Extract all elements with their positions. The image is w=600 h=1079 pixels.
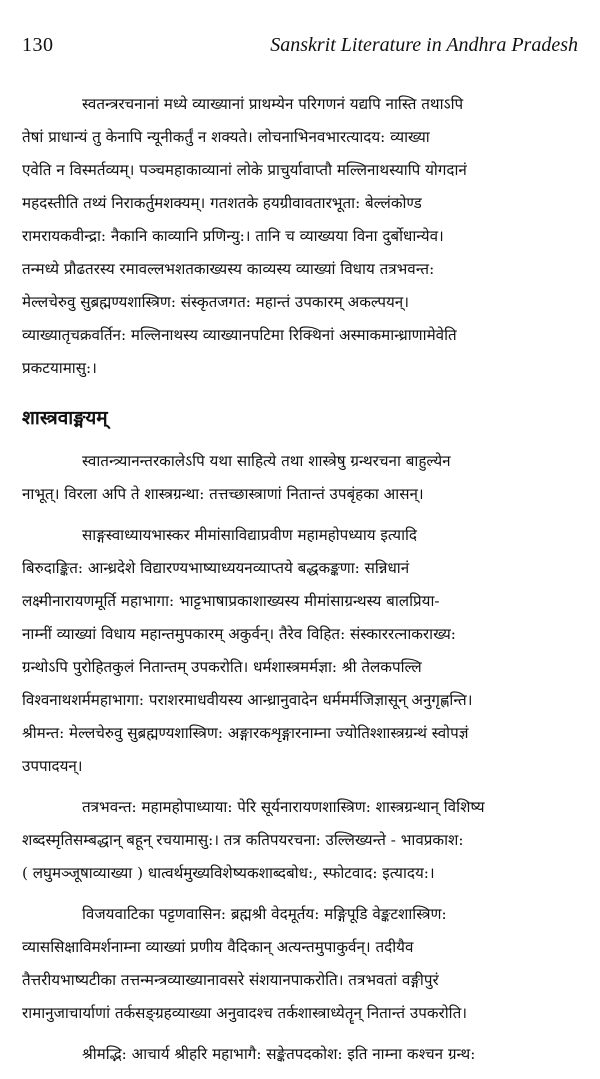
paragraph-gap: [22, 385, 586, 393]
text-line: नाभूत्। विरला अपि ते शास्त्रग्रन्था: तत्तच्छास्त्राणां नितान्तं उपबृंहका आसन्।: [22, 485, 424, 503]
text-line: तत्रभवन्त: महामहोपाध्याया: पेरि सूर्यनारायणशास्त्रिण: शास्त्रग्रन्थान् विशिष्य: [82, 798, 485, 816]
text-line: श्रीमन्त: मेल्लचेरुवु सुब्रह्मण्यशास्त्रिण: अङ्गारकशृङ्गारनाम्ना ज्योतिश्शास्त्रग्रन्थं स्वोपज्ञं: [22, 724, 469, 742]
text-line: ग्रन्थोऽपि पुरोहितकुलं नितान्तम् उपकरोति। धर्मशास्त्रमर्मज्ञा: श्री तेलकपल्लि: [22, 658, 422, 676]
text-line: रामरायकवीन्द्रा: नैकानि काव्यानि प्रणिन्यु:। तानि च व्याख्यया विना दुर्बोधान्येव।: [22, 227, 444, 245]
paragraph-gap: [22, 783, 586, 791]
text-line: व्याख्यातृचक्रवर्तिन: मल्लिनाथस्य व्याख्यानपटिमा रिक्थिनां अस्माकमान्ध्राणामेवेति: [22, 326, 457, 344]
text-line: शब्दस्मृतिसम्बद्धान् बहून् रचयामासु:। तत्र कतिपयरचना: उल्लिख्यन्ते - भावप्रकाश:: [22, 831, 464, 849]
paragraph: [22, 519, 586, 783]
paragraph-gap: [22, 1071, 586, 1079]
text-line: ( लघुमञ्जूषाव्याख्या ) धात्वर्थमुख्यविशेष्यकशाब्दबोध:, स्फोटवाद: इत्यादय:।: [22, 864, 435, 882]
text-line: तैत्तरीयभाष्यटीका तत्तन्मन्त्रव्याख्यानावसरे संशयानपाकरोति। तत्रभवतां वङ्गीपुरं: [22, 971, 439, 989]
running-head: Sanskrit Literature in Andhra Pradesh: [270, 34, 578, 56]
paragraph: [22, 445, 586, 511]
section-heading: शास्त्रवाङ्मयम्: [22, 407, 108, 429]
paragraph-gap: [22, 1030, 586, 1038]
paragraph: [22, 898, 586, 1030]
text-line: तन्मध्ये प्रौढतरस्य रमावल्लभशतकाख्यस्य काव्यस्य व्याख्यां विधाय तत्रभवन्त:: [22, 260, 435, 278]
text-line: विजयवाटिका पट्टणवासिन: ब्रह्मश्री वेदमूर्तय: मङ्गिपूडि वेङ्कटशास्त्रिण:: [82, 905, 447, 923]
page-body: [22, 88, 586, 1079]
page-number: 130: [22, 34, 54, 56]
text-line: विश्वनाथशर्ममहाभागा: पराशरमाधवीयस्य आन्ध्रानुवादेन धर्ममर्मजिज्ञासून् अनुगृह्णन्ति।: [22, 691, 473, 709]
paragraph-gap: [22, 511, 586, 519]
text-line: तेषां प्राधान्यं तु केनापि न्यूनीकर्तुं न शक्यते। लोचनाभिनवभारत्यादय: व्याख्या: [22, 128, 430, 146]
text-line: लक्ष्मीनारायणमूर्ति महाभागा: भाट्टभाषाप्रकाशाख्यस्य मीमांसाग्रन्थस्य बालप्रिया-: [22, 592, 440, 610]
text-line: मेल्लचेरुवु सुब्रह्मण्यशास्त्रिण: संस्कृतजगत: महान्तं उपकारम् अकल्पयन्।: [22, 293, 409, 311]
paragraph: [22, 1038, 586, 1071]
text-line: एवेति न विस्मर्तव्यम्। पञ्चमहाकाव्यानां लोके प्राचुर्यावाप्तौ मल्लिनाथस्यापि योगदानं: [22, 161, 467, 179]
page-header: [22, 34, 578, 64]
text-line: श्रीमद्भि: आचार्य श्रीहरि महाभागै: सङ्केतपदकोश: इति नाम्ना कश्चन ग्रन्थ:: [82, 1045, 476, 1063]
paragraph-gap: [22, 890, 586, 898]
text-line: स्वातन्त्र्यानन्तरकालेऽपि यथा साहित्ये तथा शास्त्रेषु ग्रन्थरचना बाहुल्येन: [82, 452, 451, 470]
text-line: बिरुदाङ्कित: आन्ध्रदेशे विद्यारण्यभाष्याध्ययनव्याप्तये बद्धकङ्कणा: सन्निधानं: [22, 559, 410, 577]
text-line: नाम्नीं व्याख्यां विधाय महान्तमुपकारम् अकुर्वन्। तैरेव विहित: संस्काररत्नाकराख्य:: [22, 625, 456, 643]
text-line: उपपादयन्।: [22, 757, 83, 775]
paragraph: [22, 88, 586, 385]
text-line: प्रकटयामासु:।: [22, 359, 97, 377]
text-line: व्याससिक्षाविमर्शनाम्ना व्याख्यां प्रणीय वैदिकान् अत्यन्तमुपाकुर्वन्। तदीयैव: [22, 938, 414, 956]
text-line: स्वतन्त्ररचनानां मध्ये व्याख्यानां प्राथम्येन परिगणनं यद्यपि नास्ति तथाऽपि: [82, 95, 464, 113]
text-line: साङ्गस्वाध्यायभास्कर मीमांसाविद्याप्रवीण महामहोपध्याय इत्यादि: [82, 526, 417, 544]
text-line: रामानुजाचार्याणां तर्कसङ्ग्रहव्याख्या अनुवादश्च तर्कशास्त्राध्येतॄन् नितान्तं उपकरोति।: [22, 1004, 467, 1022]
text-line: महदस्तीति तथ्यं निराकर्तुमशक्यम्। गतशतके हयग्रीवावतारभूता: बेल्लंकोण्ड: [22, 194, 422, 212]
paragraph: [22, 791, 586, 890]
